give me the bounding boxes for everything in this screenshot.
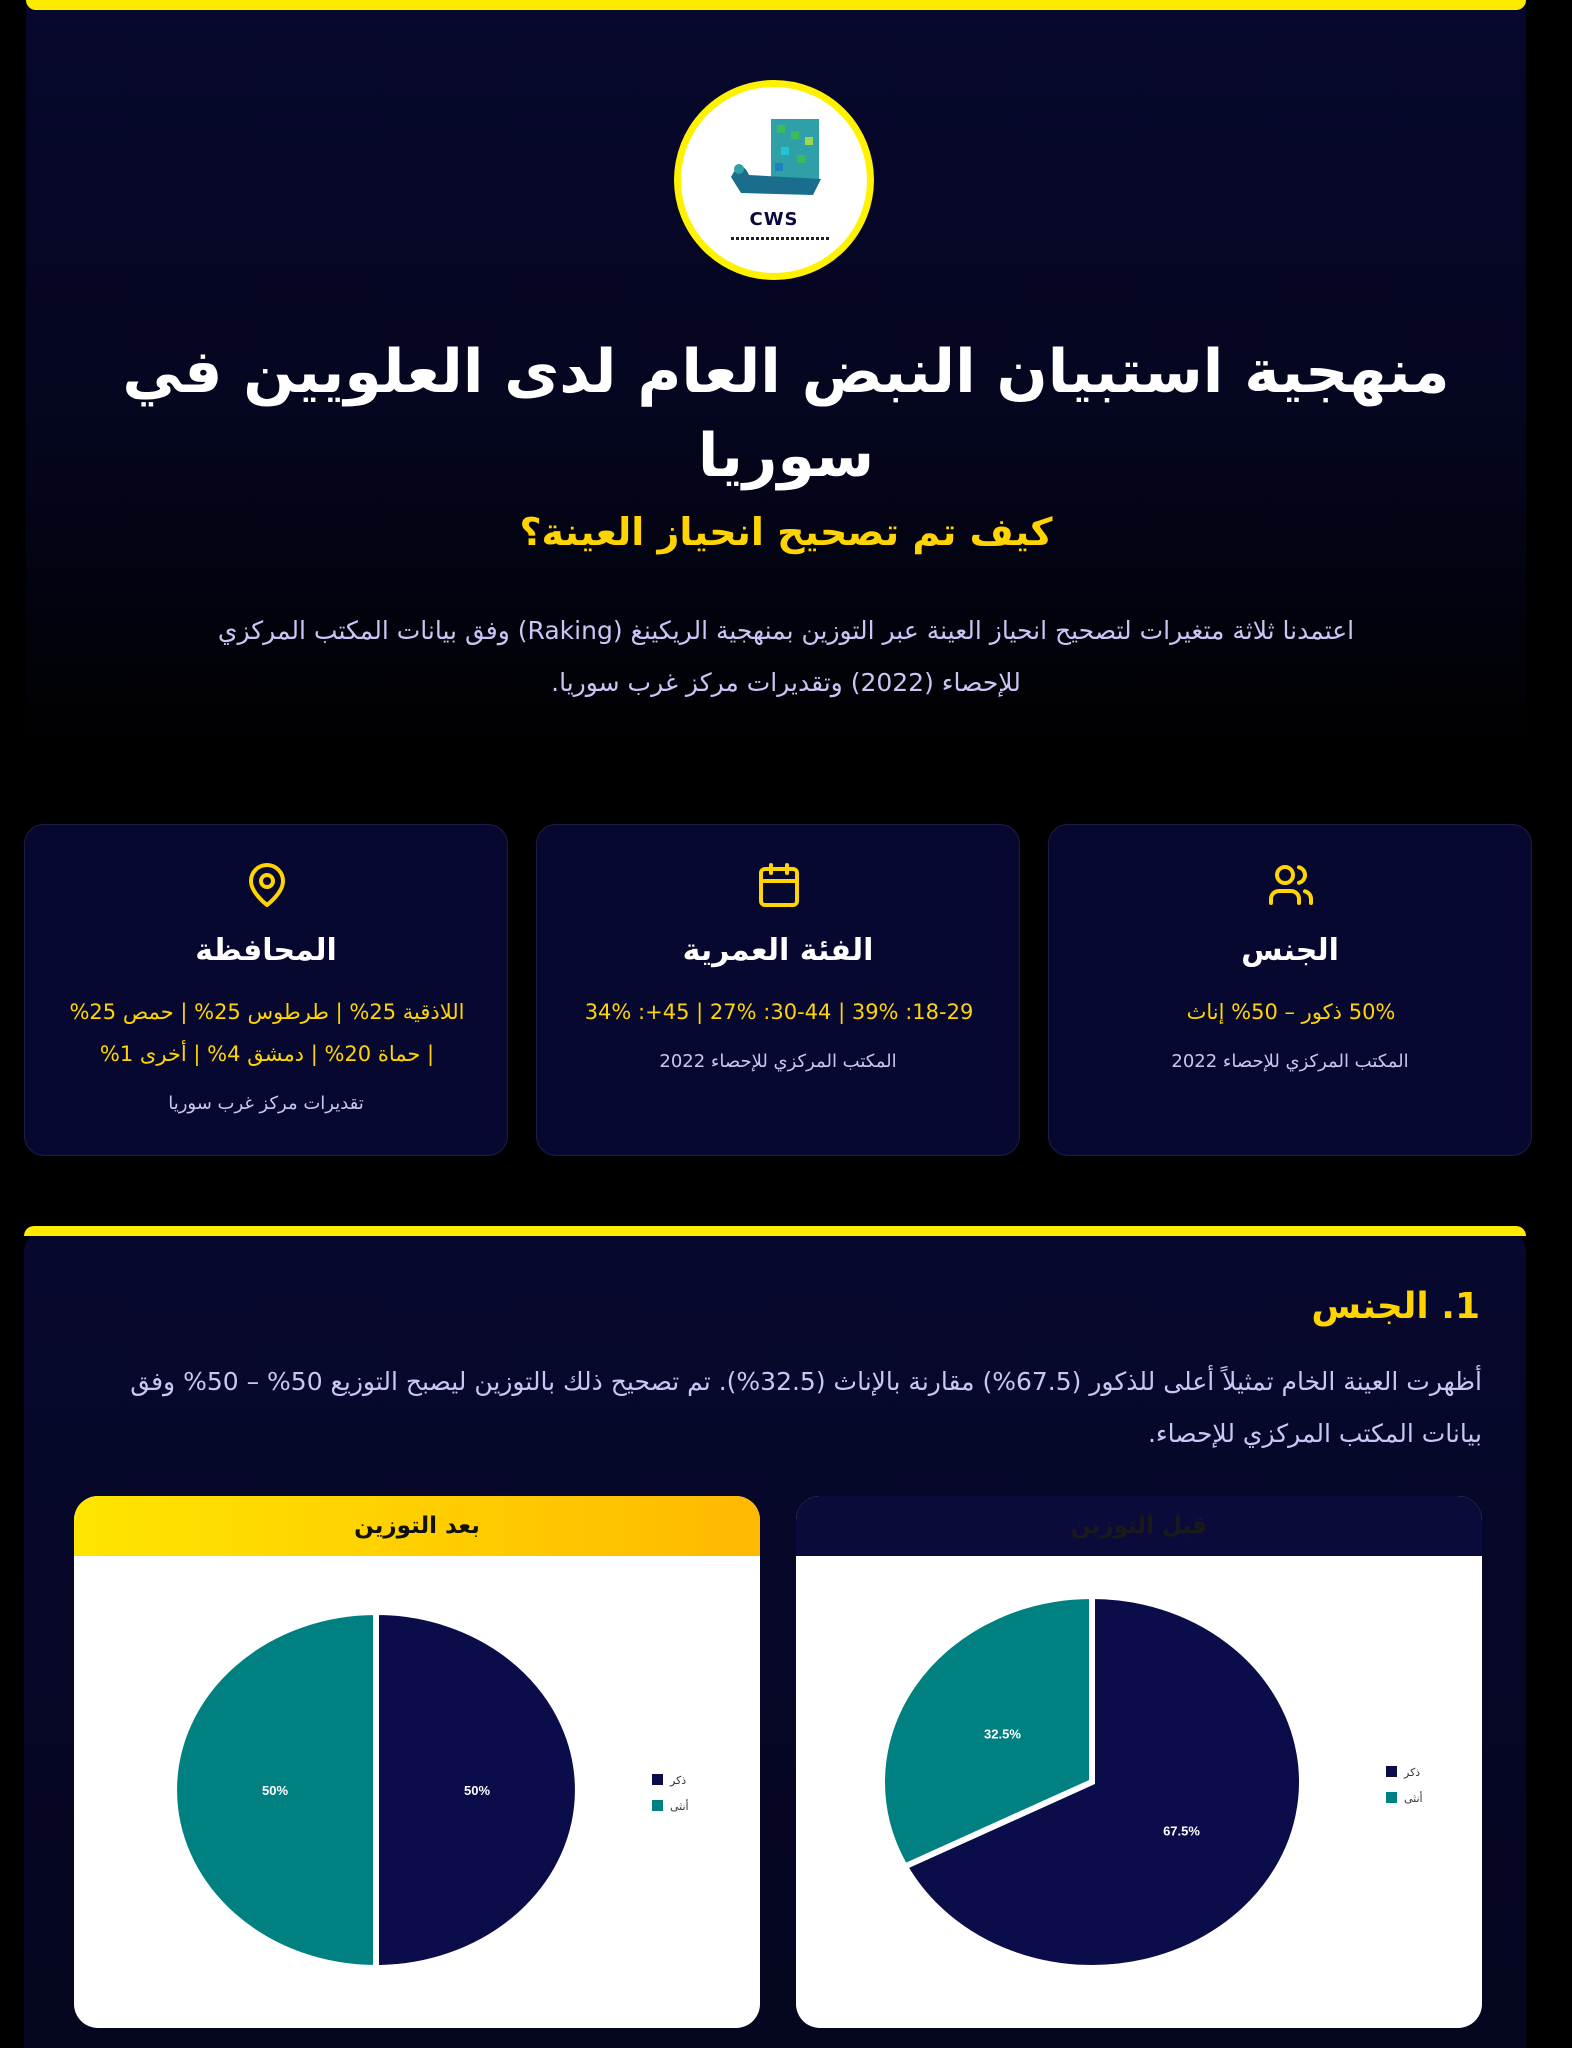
top-accent-line (26, 0, 1526, 10)
section-title: 1. الجنس (1311, 1286, 1480, 1327)
legend-swatch (1386, 1792, 1397, 1803)
section-accent-line (24, 1226, 1526, 1236)
card-title: الفئة العمرية (682, 933, 874, 968)
users-icon (1267, 861, 1315, 909)
card-title: المحافظة (195, 933, 337, 968)
legend-label: ذكر (670, 1774, 687, 1787)
chart-title: قبل التوزين (796, 1496, 1482, 1556)
chart-title: بعد التوزين (74, 1496, 760, 1556)
page-subtitle: كيف تم تصحيح انحياز العينة؟ (519, 510, 1053, 554)
legend-label: أنثى (670, 1800, 689, 1813)
logo-text: CWS (749, 209, 799, 230)
card-source: المكتب المركزي للإحصاء 2022 (659, 1051, 897, 1072)
map-pin-icon (243, 861, 291, 909)
pie-data-label: 50% (261, 1783, 289, 1798)
card-age-group (536, 824, 1020, 1156)
intro-text: اعتمدنا ثلاثة متغيرات لتصحيح انحياز العينة عبر التوزين بمنهجية الريكينغ (Raking) وفق بيانات المكتب المركزي للإحصاء (2022) وتقديرات مركز غرب سوريا. (217, 616, 1355, 697)
legend-swatch (652, 1800, 663, 1811)
card-governorate (24, 824, 508, 1156)
ship-icon (721, 117, 841, 212)
calendar-icon (755, 861, 803, 909)
card-source: تقديرات مركز غرب سوريا (168, 1093, 364, 1114)
chart-before-weighting (796, 1496, 1482, 2028)
pie-data-label: 32.5% (984, 1726, 1021, 1742)
page-title: منهجية استبيان النبض العام لدى العلويين في سوريا (122, 337, 1450, 491)
cws-logo (674, 80, 874, 280)
legend-label: ذكر (1404, 1766, 1421, 1779)
card-value: اللاذقية 25% | طرطوس 25% | حمص 25% | حماة 20% | دمشق 4% | أخرى 1% (69, 1000, 465, 1066)
pie-data-label: 67.5% (1163, 1823, 1200, 1839)
logo-subtitle-strip (731, 237, 831, 240)
legend-swatch (1386, 1766, 1397, 1777)
pie-chart (74, 1556, 760, 2028)
pie-data-label: 50% (463, 1783, 491, 1798)
pie-chart (796, 1556, 1482, 2028)
section-text: أظهرت العينة الخام تمثيلاً أعلى للذكور (67.5%) مقارنة بالإناث (32.5%). تم تصحيح ذلك بالتوزين ليصبح التوزيع 50% – 50% وفق بيانات المكتب المركزي للإحصاء. (130, 1367, 1482, 1448)
card-value: 50% ذكور – 50% إناث (1186, 1000, 1396, 1024)
card-source: المكتب المركزي للإحصاء 2022 (1171, 1051, 1409, 1072)
chart-after-weighting (74, 1496, 760, 2028)
card-value: 18-29: 39% | 30-44: 27% | 45+: 34% (584, 1000, 974, 1024)
card-title: الجنس (1241, 933, 1339, 968)
card-gender (1048, 824, 1532, 1156)
legend-swatch (652, 1774, 663, 1785)
legend-label: أنثى (1404, 1792, 1423, 1805)
